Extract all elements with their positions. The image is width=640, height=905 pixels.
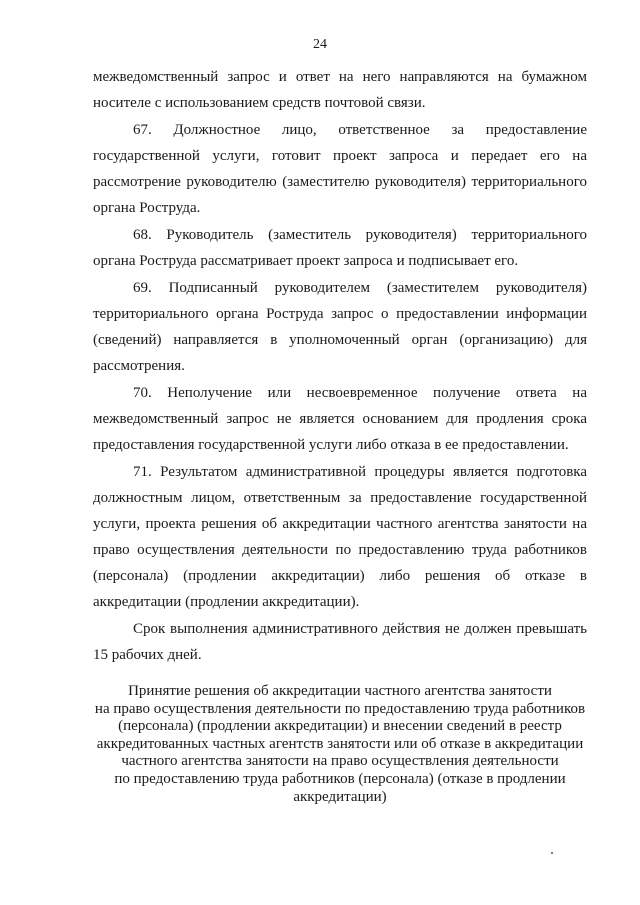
- section-heading-line: аккредитованных частных агентств занятости или об отказе в аккредитации: [96, 735, 584, 752]
- document-body: [93, 64, 587, 668]
- section-heading-line: (персонала) (продлении аккредитации) и внесении сведений в реестр: [118, 718, 562, 735]
- paragraph-70: 70. Неполучение или несвоевременное получение ответа на межведомственный запрос не является основанием для продления срока предоставления государственной услуги либо отказа в ее предоставлении.: [93, 385, 587, 453]
- section-heading-line: Принятие решения об аккредитации частного агентства занятости: [128, 683, 552, 699]
- section-heading-line: аккредитации): [293, 788, 387, 805]
- page-number: 24: [313, 37, 327, 52]
- paragraph-69: 69. Подписанный руководителем (заместителем руководителя) территориального органа Роструда запрос о предоставлении информации (сведений) направляется в уполномоченный орган (организацию) для рассмотрения.: [93, 280, 587, 374]
- section-heading-line: на право осуществления деятельности по предоставлению труда работников: [94, 700, 586, 717]
- paragraph-continuation: межведомственный запрос и ответ на него направляются на бумажном носителе с использованием средств почтовой связи.: [93, 69, 587, 111]
- paragraph-deadline: Срок выполнения административного действия не должен превышать 15 рабочих дней.: [93, 621, 587, 663]
- section-heading: [93, 683, 587, 806]
- scan-speck: [551, 852, 553, 854]
- paragraph-71: 71. Результатом административной процедуры является подготовка должностным лицом, ответственным за предоставление государственной услуги, проекта решения об аккредитации частного агентства занятости на право осуществления деятельности по предоставлению труда работников (персонала) (продлении аккредитации) либо решения об отказе в аккредитации (продлении аккредитации).: [93, 464, 587, 610]
- paragraph-67: 67. Должностное лицо, ответственное за предоставление государственной услуги, готовит проект запроса и передает его на рассмотрение руководителю (заместителю руководителя) территориального органа Роструда.: [93, 122, 587, 216]
- paragraph-68: 68. Руководитель (заместитель руководителя) территориального органа Роструда рассматривает проект запроса и подписывает его.: [93, 227, 587, 269]
- section-heading-line: по предоставлению труда работников (персонала) (отказе в продлении: [114, 770, 566, 787]
- section-heading-line: частного агентства занятости на право осуществления деятельности: [121, 753, 559, 770]
